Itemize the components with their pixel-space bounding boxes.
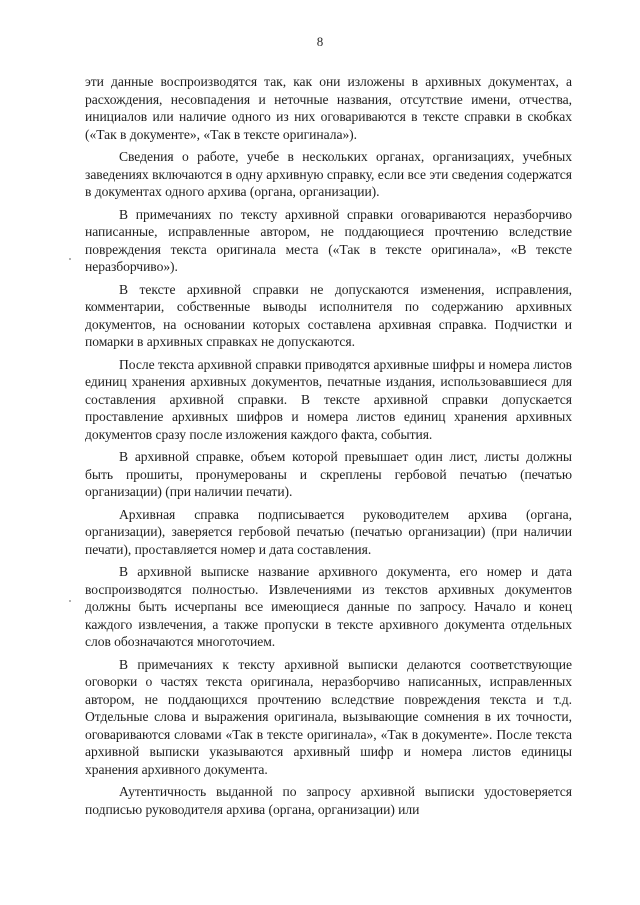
- paragraph: В примечаниях по тексту архивной справки оговариваются неразборчиво написанные, исправленные автором, не поддающиеся прочтению вследствие повреждения текста оригинала места («Так в тексте оригинала», «В тексте неразборчиво»).: [85, 206, 572, 274]
- paragraph: В архивной справке, объем которой превышает один лист, листы должны быть прошиты, пронумерованы и скреплены гербовой печатью (печатью организации) (при наличии печати).: [85, 449, 572, 499]
- paragraph: Сведения о работе, учебе в нескольких органах, организациях, учебных заведениях включаются в одну архивную справку, если все эти сведения содержатся в документах одного архива (органа, организации).: [85, 149, 572, 199]
- margin-mark: [69, 600, 71, 602]
- paragraph: Архивная справка подписывается руководителем архива (органа, организации), заверяется гербовой печатью (печатью организации) (при наличии печати), проставляется номер и дата составления.: [85, 506, 572, 557]
- paragraph: эти данные воспроизводятся так, как они изложены в архивных документах, а расхождения, несовпадения и неточные названия, отсутствие имени, отчества, инициалов или наличие одного из них оговариваются в тексте справки в скобках («Так в документе», «Так в тексте оригинала»).: [85, 74, 572, 142]
- page-number: 8: [316, 34, 324, 49]
- paragraph: В архивной выписке название архивного документа, его номер и дата воспроизводятся полностью. Извлечениями из текстов архивных документов должны быть исчерпаны все имеющиеся данные по запросу. Начало и конец каждого извлечения, а также пропуски в тексте архивного документа отдельных слов обозначаются многоточием.: [85, 564, 572, 649]
- document-body: [85, 73, 572, 823]
- paragraph: В примечаниях к тексту архивной выписки делаются соответствующие оговорки о частях текста оригинала, неразборчиво написанных, исправленных автором, не поддающихся прочтению вследствие повреждения текста и т.д. Отдельные слова и выражения оригинала, вызывающие сомнения в их точности, оговариваются словами «Так в тексте оригинала», «Так в документе». После текста архивной выписки указываются архивный шифр и номера листов единицы хранения архивного документа.: [85, 656, 572, 777]
- paragraph: В тексте архивной справки не допускаются изменения, исправления, комментарии, собственные выводы исполнителя по содержанию архивных документов, на основании которых составлена архивная справка. Подчистки и помарки в архивных справках не допускаются.: [85, 281, 572, 349]
- margin-mark: [69, 258, 71, 260]
- paragraph: После текста архивной справки приводятся архивные шифры и номера листов единиц хранения архивных документов, печатные издания, использовавшиеся для составления архивной справки. В тексте архивной справки допускается проставление архивных шифров и номера листов единиц хранения архивных документов сразу после изложения каждого факта, события.: [85, 356, 572, 442]
- paragraph: Аутентичность выданной по запросу архивной выписки удостоверяется подписью руководителя архива (органа, организации) или: [85, 784, 572, 817]
